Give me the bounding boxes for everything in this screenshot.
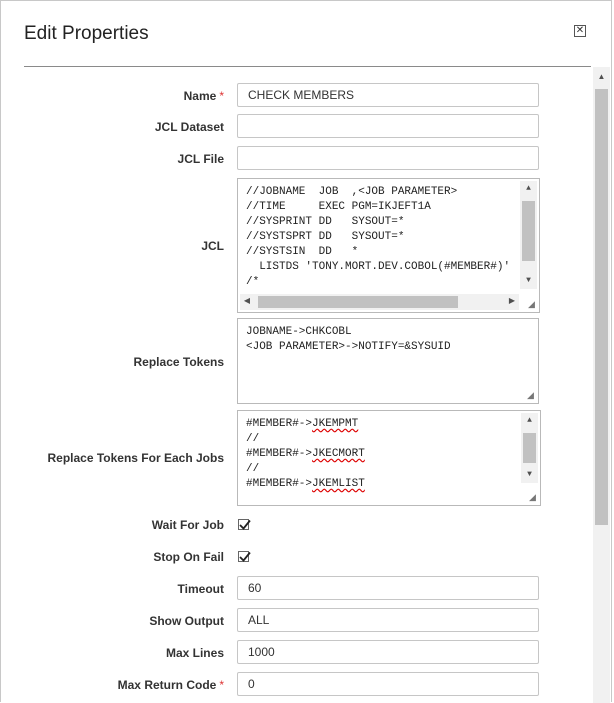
dialog-title: Edit Properties [24,23,149,44]
jcl-textarea[interactable] [237,178,540,313]
scroll-up-icon[interactable]: ▲ [527,416,532,425]
wait-for-job-checkbox[interactable] [238,519,249,530]
text-line [246,417,365,432]
title-divider [24,66,591,67]
replace-tokens-text [246,325,451,355]
scroll-down-icon[interactable]: ▼ [526,276,531,285]
timeout-label: Timeout [177,582,224,596]
text-line: <JOB PARAMETER>->NOTIFY=&SYSUID [246,341,451,353]
scroll-up-icon[interactable]: ▲ [526,184,531,193]
wait-for-job-label: Wait For Job [151,518,224,532]
text-line: //JOBNAME JOB ,<JOB PARAMETER> [246,186,458,198]
max-return-code-label: Max Return Code * [117,678,224,692]
scroll-thumb[interactable] [258,296,458,308]
scroll-thumb[interactable] [595,89,608,525]
replace-tokens-textarea[interactable] [237,318,539,404]
name-input[interactable]: CHECK MEMBERS [237,83,539,107]
jcl-vertical-scrollbar[interactable] [520,181,537,289]
token-word: JKECMORT [312,448,365,460]
replace-tokens-each-vertical-scrollbar[interactable] [521,413,538,483]
jcl-dataset-label: JCL Dataset [154,120,224,134]
text-line: /* [246,276,260,288]
replace-tokens-each-textarea[interactable] [237,410,541,506]
text-line [246,432,365,447]
resize-handle-icon[interactable]: ◢ [529,493,536,503]
scroll-up-icon[interactable]: ▲ [597,72,606,81]
replace-tokens-each-label: Replace Tokens For Each Jobs [47,451,224,465]
timeout-input[interactable]: 60 [237,576,539,600]
jcl-dataset-input[interactable] [237,114,539,138]
text-line: //SYSTSIN DD * [246,246,359,258]
show-output-label: Show Output [149,614,224,628]
close-icon[interactable]: ✕ [575,25,585,36]
jcl-label: JCL [201,239,224,253]
text-line: //SYSTSPRT DD SYSOUT=* [246,231,405,243]
scroll-left-icon[interactable]: ◀ [243,297,251,306]
token-word: JKEMPMT [312,418,359,430]
token-prefix: // [246,433,260,445]
text-line [246,447,365,462]
text-line: LISTDS 'TONY.MORT.DEV.COBOL(#MEMBER#)' [246,261,511,273]
scroll-right-icon[interactable]: ▶ [508,297,516,306]
text-line [246,477,365,492]
max-lines-input[interactable]: 1000 [237,640,539,664]
token-prefix: // [246,463,260,475]
resize-handle-icon[interactable]: ◢ [527,391,534,401]
text-line: JOBNAME->CHKCOBL [246,326,352,338]
required-marker: * [219,89,224,103]
scroll-thumb[interactable] [522,201,535,261]
jcl-file-input[interactable] [237,146,539,170]
token-prefix: #MEMBER#-> [246,418,313,430]
replace-tokens-label: Replace Tokens [133,355,224,369]
text-line: //SYSPRINT DD SYSOUT=* [246,216,405,228]
resize-handle-icon[interactable]: ◢ [528,300,535,310]
stop-on-fail-label: Stop On Fail [153,550,224,564]
max-return-code-input[interactable]: 0 [237,672,539,696]
name-label: Name * [183,89,224,103]
text-line [246,462,365,477]
token-prefix: #MEMBER#-> [246,448,313,460]
text-line: //TIME EXEC PGM=IKJEFT1A [246,201,431,213]
required-marker: * [219,678,224,692]
scroll-thumb[interactable] [523,433,536,463]
jcl-horizontal-scrollbar[interactable] [240,294,519,310]
stop-on-fail-checkbox[interactable] [238,551,249,562]
scroll-down-icon[interactable]: ▼ [527,470,532,479]
replace-tokens-each-text [246,417,365,492]
jcl-file-label: JCL File [177,152,224,166]
token-word: JKEMLIST [312,478,365,490]
token-prefix: #MEMBER#-> [246,478,313,490]
dialog-scrollbar[interactable] [593,67,610,703]
show-output-input[interactable]: ALL [237,608,539,632]
jcl-text [246,185,510,290]
max-lines-label: Max Lines [165,646,224,660]
